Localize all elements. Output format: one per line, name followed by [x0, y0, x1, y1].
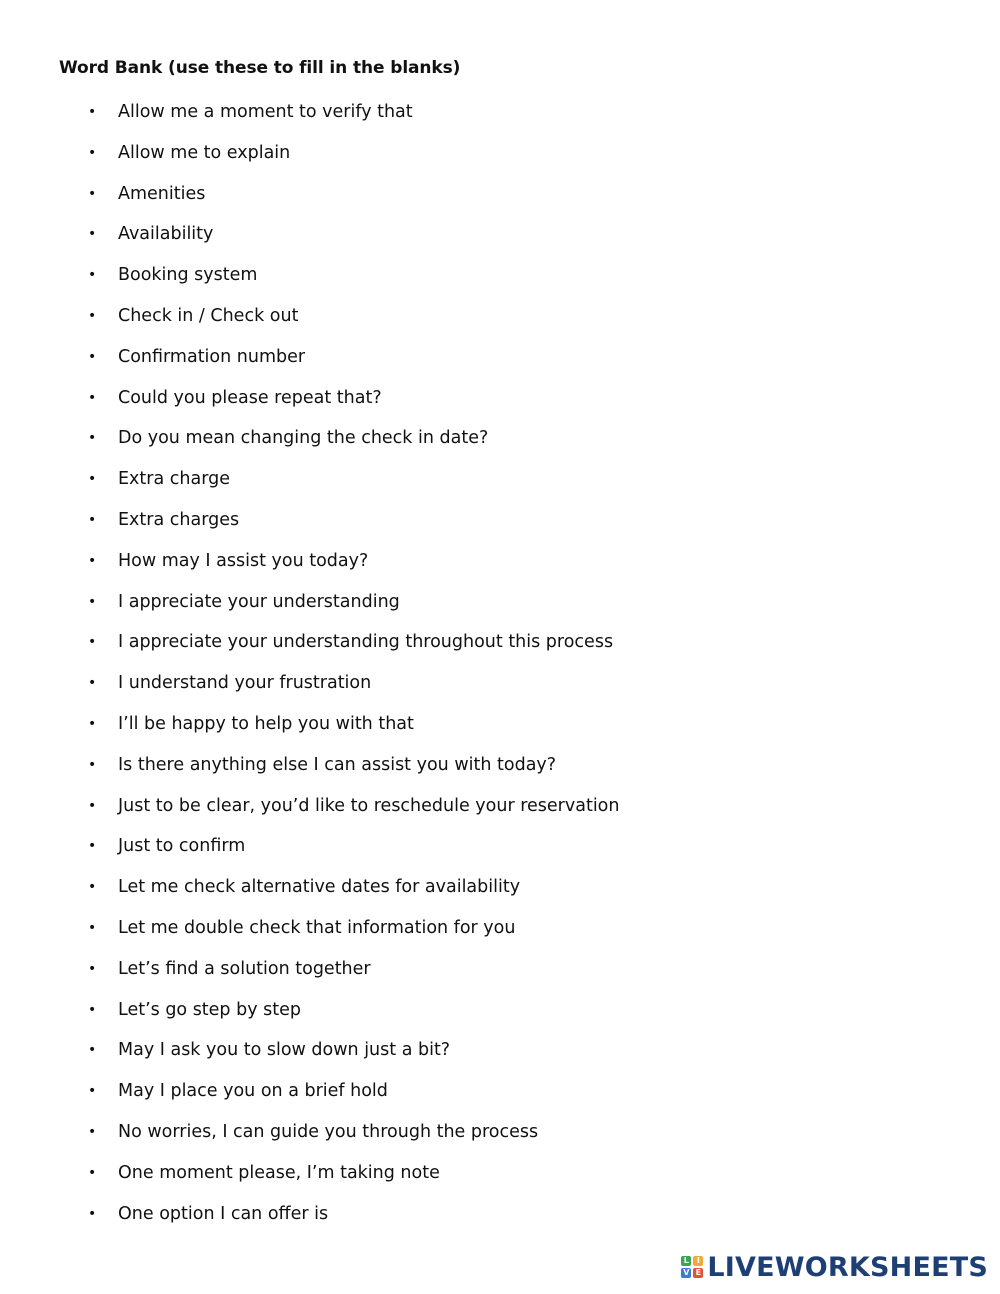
list-item-text: Booking system	[118, 265, 258, 286]
list-item-text: Let me check alternative dates for availability	[118, 877, 521, 898]
bullet-icon: •	[88, 389, 97, 406]
bullet-icon: •	[88, 552, 97, 569]
bullet-icon: •	[88, 838, 97, 855]
list-item-text: Allow me a moment to verify that	[118, 102, 413, 122]
liveworksheets-logo-icon	[681, 1256, 703, 1278]
list-item-text: Allow me to explain	[118, 142, 291, 163]
list-item-text: I understand your frustration	[118, 673, 372, 694]
bullet-icon: •	[88, 471, 97, 488]
bullet-icon: •	[88, 879, 97, 896]
bullet-icon: •	[88, 348, 97, 365]
liveworksheets-logo-text: LIVEWORKSHEETS	[707, 1251, 988, 1283]
list-item-text: Do you mean changing the check in date?	[118, 428, 489, 449]
liveworksheets-logo	[681, 1250, 988, 1284]
bullet-icon: •	[88, 307, 97, 324]
bullet-icon: •	[88, 1123, 97, 1140]
list-item-text: One moment please, I’m taking note	[118, 1162, 440, 1183]
list-item-text: Let’s find a solution together	[118, 958, 371, 979]
list-item-text: I’ll be happy to help you with that	[118, 713, 414, 734]
bullet-icon: •	[88, 675, 97, 692]
list-item-text: Extra charge	[118, 469, 230, 490]
bullet-icon: •	[88, 1205, 97, 1222]
list-item-text: Just to confirm	[118, 836, 246, 857]
list-item-text: May I ask you to slow down just a bit?	[118, 1040, 451, 1061]
bullet-icon: •	[88, 226, 97, 243]
bullet-icon: •	[88, 715, 97, 732]
logo-mark-square: L	[681, 1256, 691, 1266]
list-item-text: Just to be clear, you’d like to reschedule your reservation	[118, 795, 620, 816]
bullet-icon: •	[88, 267, 97, 284]
list-item-text: Check in / Check out	[118, 305, 299, 326]
logo-mark-square: V	[683, 1268, 690, 1277]
list-item-text: I appreciate your understanding throughout this process	[118, 632, 614, 653]
logo-mark-square: I	[693, 1256, 703, 1266]
bullet-icon: •	[88, 593, 97, 610]
bullet-icon: •	[88, 756, 97, 773]
list-item-text: Let’s go step by step	[118, 999, 301, 1020]
bullet-icon: •	[88, 104, 97, 120]
list-item-text: Amenities	[118, 183, 206, 204]
list-item-text: Could you please repeat that?	[118, 387, 382, 408]
bullet-icon: •	[88, 919, 97, 936]
bullet-icon: •	[88, 1164, 97, 1181]
bullet-icon: •	[88, 960, 97, 977]
list-item-text: Extra charges	[118, 509, 240, 530]
list-item-text: May I place you on a brief hold	[118, 1081, 388, 1102]
list-item-text: I appreciate your understanding	[118, 591, 400, 612]
list-item-text: One option I can offer is	[118, 1203, 329, 1224]
bullet-icon: •	[88, 1083, 97, 1100]
list-item-text: How may I assist you today?	[118, 550, 369, 571]
bullet-icon: •	[88, 634, 97, 651]
bullet-icon: •	[88, 430, 97, 447]
bullet-icon: •	[88, 185, 97, 202]
list-item-text: Confirmation number	[118, 346, 306, 367]
logo-mark-square: E	[693, 1268, 703, 1278]
bullet-icon: •	[88, 797, 97, 814]
bullet-icon: •	[88, 511, 97, 528]
list-item-text: No worries, I can guide you through the process	[118, 1121, 539, 1142]
bullet-icon: •	[88, 1042, 97, 1059]
bullet-icon: •	[88, 144, 97, 161]
list-item-text: Let me double check that information for you	[118, 917, 516, 938]
bullet-icon: •	[88, 1001, 97, 1018]
list-item-text: Is there anything else I can assist you with today?	[118, 754, 557, 775]
list-item-text: Availability	[118, 224, 214, 245]
word-bank-title: Word Bank (use these to fill in the blanks)	[59, 58, 461, 78]
